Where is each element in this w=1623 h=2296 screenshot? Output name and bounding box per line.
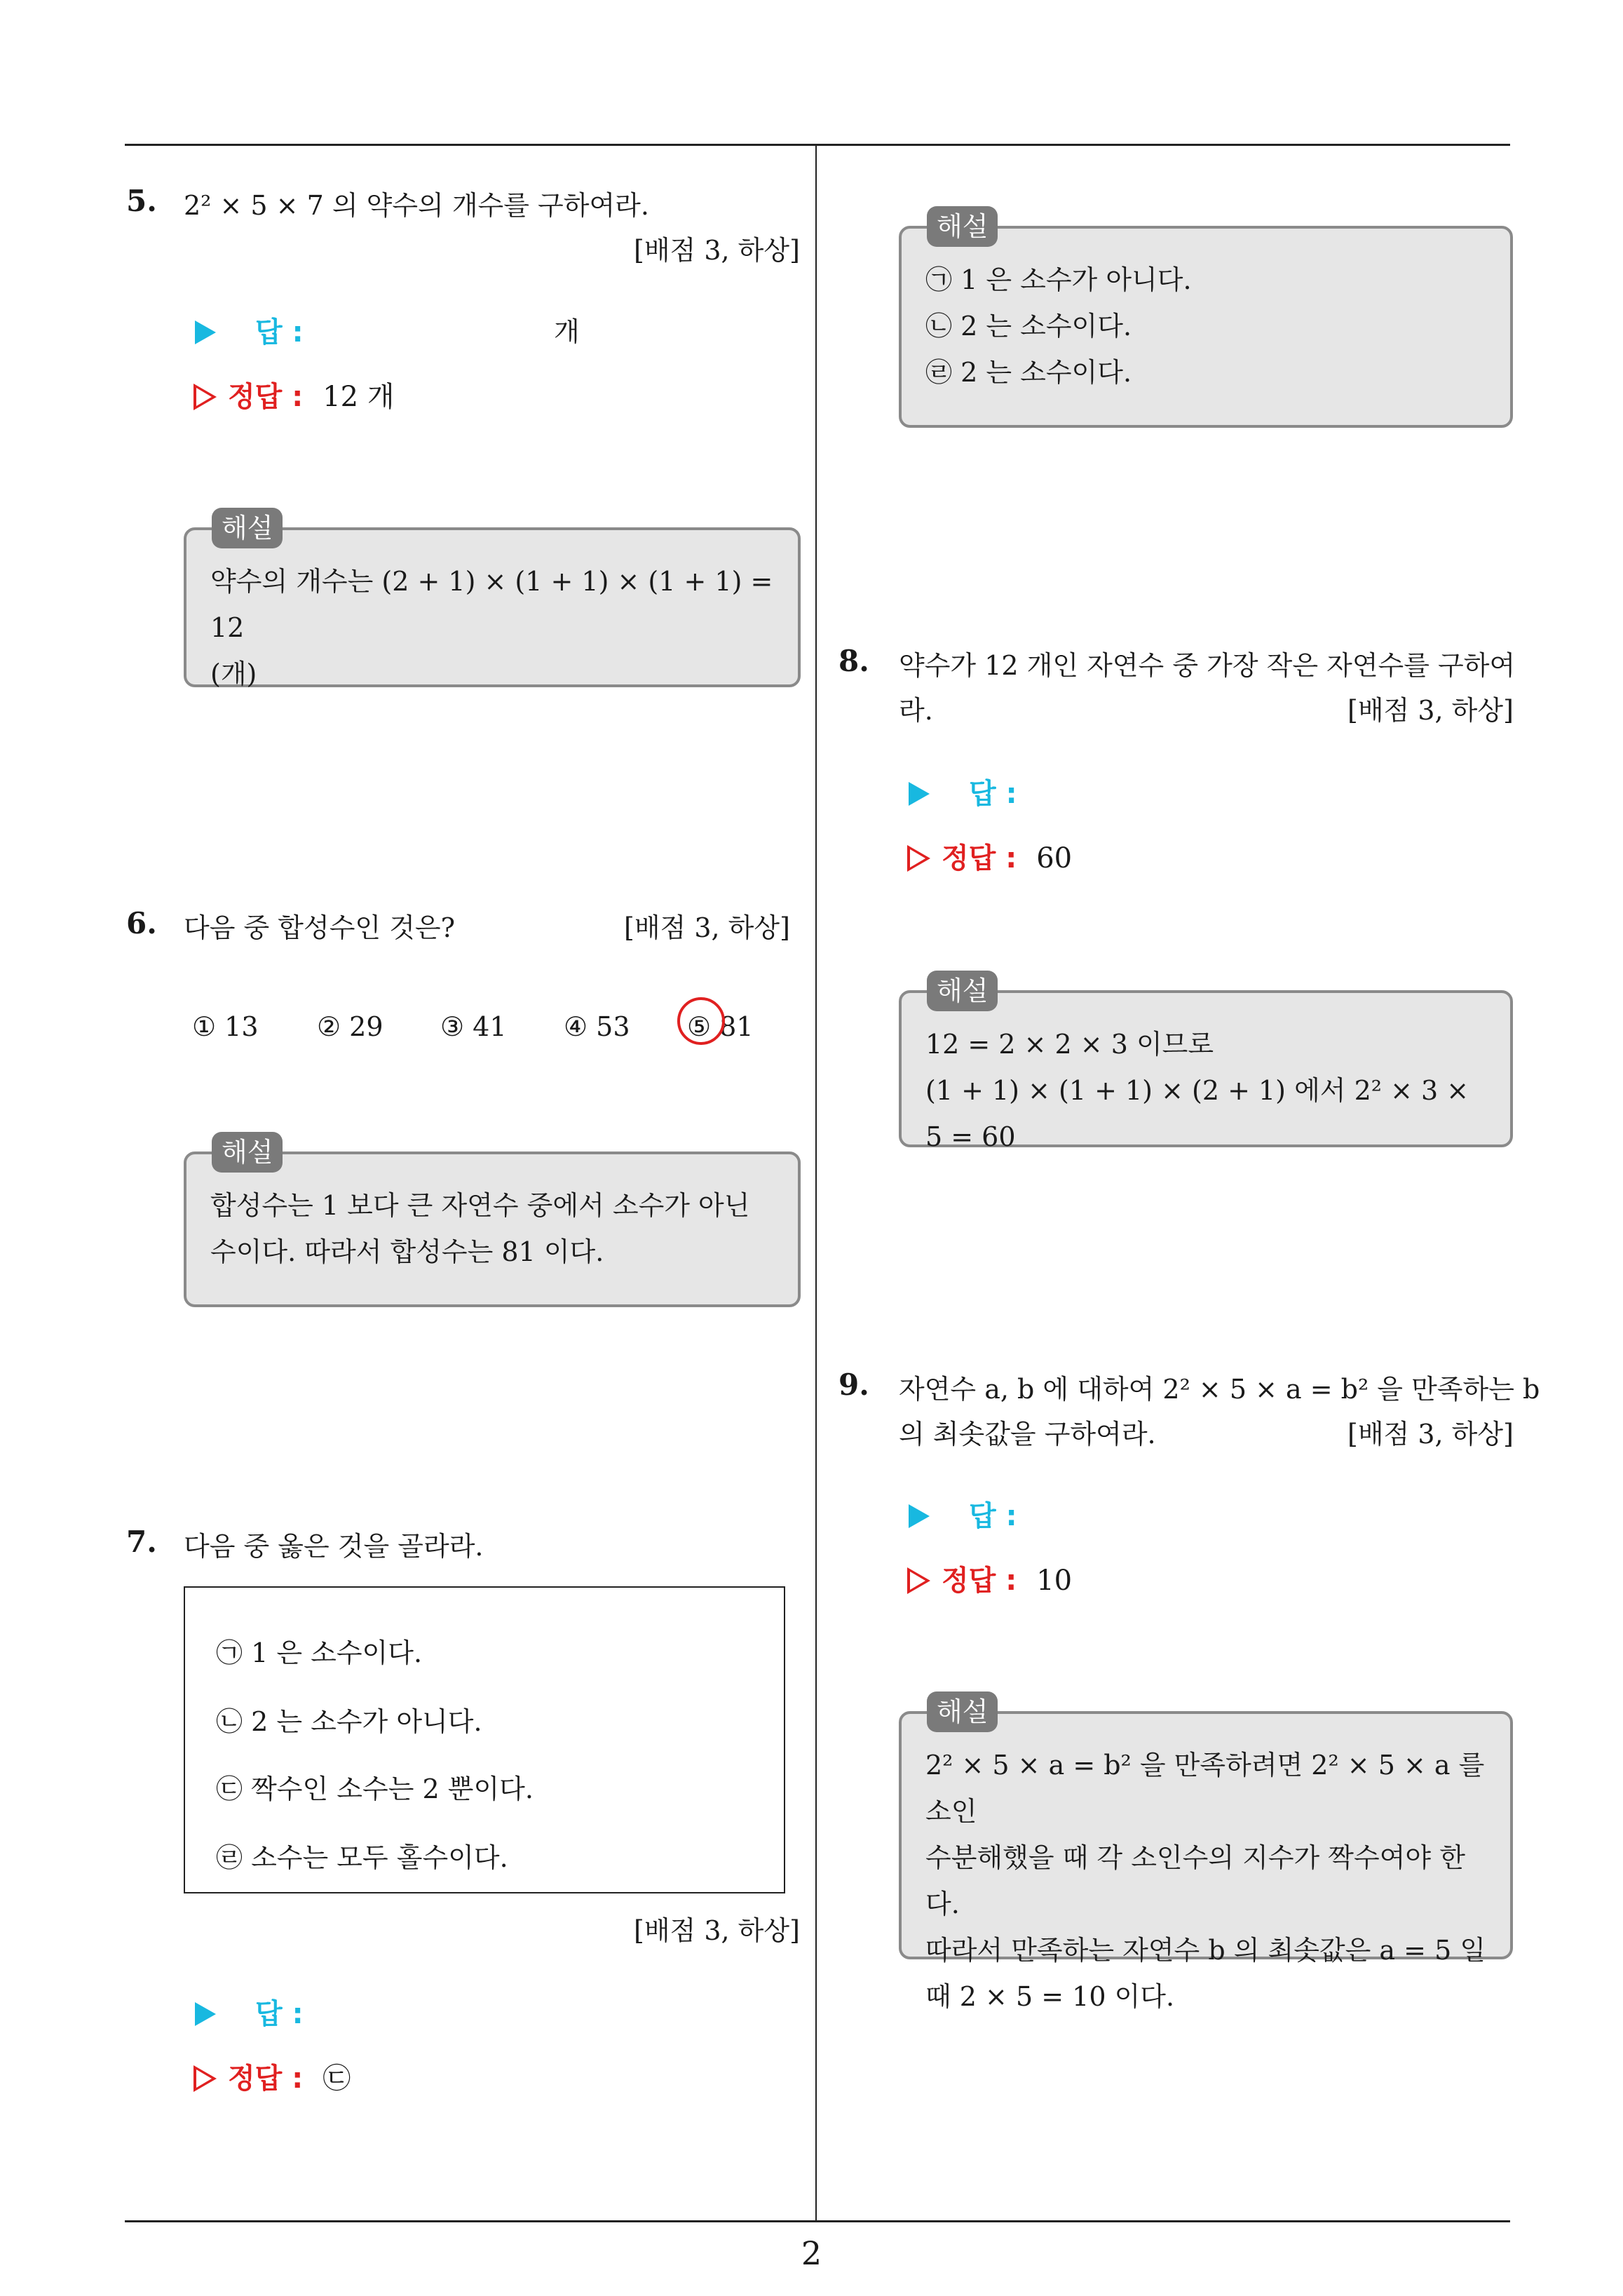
choice-1[interactable]: ① 13 [192,1011,259,1042]
explanation-line: 약수의 개수는 (2 + 1) × (1 + 1) × (1 + 1) = 12 [210,566,773,643]
question-5-meta: [배점 3, 하상] [634,235,800,266]
question-6-number: 6. [126,906,157,940]
question-9-answer-label: 답 : [909,1494,1017,1534]
question-7-correct: 정답 : ㉢ [193,2056,351,2096]
statement-item: ㉠ 1 은 소수이다. [216,1637,423,1668]
explanation-line: (개) [210,659,257,689]
explanation-line: ㉣ 2 는 소수이다. [925,357,1132,388]
question-7-statement-box [184,1586,785,1893]
question-9-text-line-1: 자연수 a, b 에 대하여 2² × 5 × a = b² 을 만족하는 b [899,1374,1540,1405]
question-7-answer-label: 답 : [195,1992,304,2032]
answer-arrow-icon [195,320,216,344]
question-9-meta: [배점 3, 하상] [1347,1419,1514,1450]
statement-item: ㉡ 2 는 소수가 아니다. [216,1706,482,1737]
question-9-number: 9. [838,1368,869,1402]
correct-arrow-icon [907,845,930,872]
question-8-text-line-2: 라. [899,695,933,726]
question-6-explanation [184,1137,801,1307]
explanation-line: 수분해했을 때 각 소인수의 지수가 짝수여야 한다. [925,1842,1465,1919]
answer-arrow-icon [909,782,930,806]
question-6-text: 다음 중 합성수인 것은? [184,912,455,943]
page-number: 2 [801,2234,822,2272]
correct-arrow-icon [907,1567,930,1594]
question-5-number: 5. [126,184,157,218]
explanation-line: 수이다. 따라서 합성수는 81 이다. [210,1236,604,1267]
explanation-line: 따라서 만족하는 자연수 b 의 최솟값은 a = 5 일 [925,1935,1486,1966]
bottom-rule [125,2220,1510,2222]
question-8-explanation [899,975,1513,1152]
choice-3[interactable]: ③ 41 [440,1011,507,1042]
question-5-answer-unit: 개 [554,316,580,347]
question-5-answer-label: 답 : [195,310,304,350]
statement-item: ㉣ 소수는 모두 홀수이다. [216,1842,508,1873]
question-7-explanation [899,211,1513,428]
explanation-line: 때 2 × 5 = 10 이다. [925,1981,1175,2012]
selected-answer-circle-icon [677,997,725,1045]
question-5-correct: 정답 : 12 개 [193,374,394,414]
question-7-meta: [배점 3, 하상] [634,1915,800,1946]
explanation-tag: 해설 [212,1132,283,1173]
explanation-line: ㉡ 2 는 소수이다. [925,311,1132,342]
explanation-tag: 해설 [927,971,998,1011]
answer-arrow-icon [909,1504,930,1528]
explanation-tag: 해설 [927,1691,998,1732]
explanation-line: 합성수는 1 보다 큰 자연수 중에서 소수가 아닌 [210,1190,750,1221]
explanation-tag: 해설 [927,206,998,247]
choice-4[interactable]: ④ 53 [564,1011,630,1042]
explanation-tag: 해설 [212,508,283,548]
question-5-explanation [184,513,801,689]
question-7-text: 다음 중 옳은 것을 골라라. [184,1531,484,1562]
question-7-number: 7. [126,1525,157,1559]
explanation-line: ㉠ 1 은 소수가 아니다. [925,264,1192,295]
question-8-answer-label: 답 : [909,771,1017,811]
question-9-text-line-2: 의 최솟값을 구하여라. [899,1419,1156,1450]
question-8-number: 8. [838,644,869,678]
top-rule [125,144,1510,146]
correct-arrow-icon [193,384,217,410]
explanation-line: (1 + 1) × (1 + 1) × (2 + 1) 에서 2² × 3 × 5 = 60 [925,1075,1469,1152]
choice-5[interactable]: ⑤ 81 [687,1011,754,1042]
explanation-line: 2² × 5 × a = b² 을 만족하려면 2² × 5 × a 를 소인 [925,1750,1485,1827]
question-5-text: 2² × 5 × 7 의 약수의 개수를 구하여라. [184,190,649,221]
question-8-correct: 정답 : 60 [907,836,1072,876]
question-9-correct: 정답 : 10 [907,1558,1072,1598]
question-6-meta: [배점 3, 하상] [624,912,790,943]
question-8-text-line-1: 약수가 12 개인 자연수 중 가장 작은 자연수를 구하여 [899,650,1516,681]
choice-2[interactable]: ② 29 [317,1011,383,1042]
column-divider [815,145,817,2222]
statement-item: ㉢ 짝수인 소수는 2 뿐이다. [216,1774,534,1804]
question-8-meta: [배점 3, 하상] [1347,695,1514,726]
explanation-line: 12 = 2 × 2 × 3 이므로 [925,1029,1214,1060]
answer-arrow-icon [195,2002,216,2026]
question-9-explanation [899,1696,1513,2012]
correct-arrow-icon [193,2065,217,2092]
